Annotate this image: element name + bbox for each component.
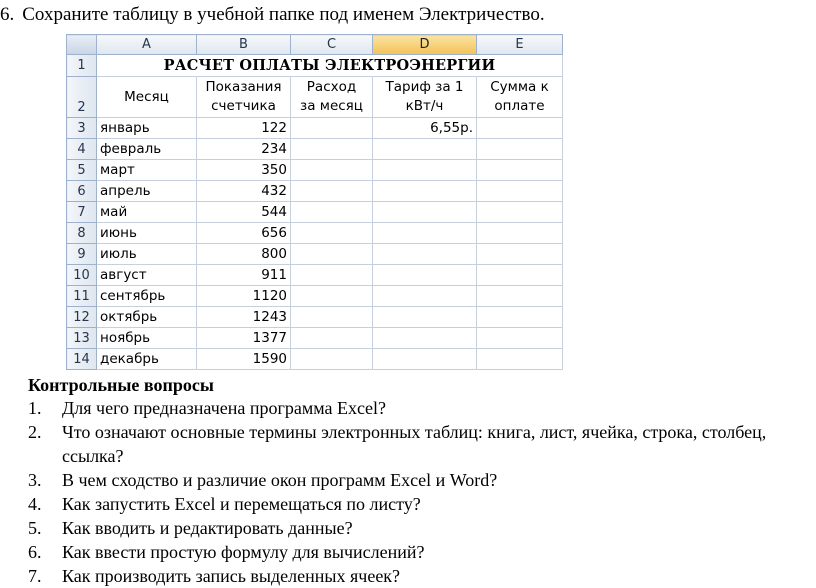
header-tariff-line2: кВт/ч [405, 98, 444, 114]
spreadsheet [66, 34, 562, 368]
sum-cell[interactable] [477, 244, 563, 265]
reading-cell[interactable]: 122 [197, 118, 291, 139]
tariff-cell[interactable] [373, 139, 477, 160]
spreadsheet-grid [66, 34, 563, 370]
month-cell[interactable]: декабрь [97, 349, 197, 370]
question-text: Для чего предназначена программа Excel? [62, 398, 386, 418]
question-number: 1. [28, 398, 42, 418]
month-cell[interactable]: февраль [97, 139, 197, 160]
table-row [67, 307, 563, 328]
header-sum-line1: Сумма к [490, 79, 549, 95]
header-tariff-line1: Тариф за 1 [385, 79, 464, 95]
month-cell[interactable]: август [97, 265, 197, 286]
column-header-row [67, 35, 563, 55]
question-text: Что означают основные термины электронных таблиц: книга, лист, ячейка, строка, столбец, ссылка? [62, 422, 767, 466]
sum-cell[interactable] [477, 349, 563, 370]
tariff-cell[interactable] [373, 307, 477, 328]
question-number: 7. [28, 566, 42, 586]
reading-cell[interactable]: 432 [197, 181, 291, 202]
usage-cell[interactable] [291, 349, 373, 370]
usage-cell[interactable] [291, 160, 373, 181]
tariff-cell[interactable] [373, 223, 477, 244]
row-header[interactable]: 12 [67, 307, 97, 328]
tariff-cell[interactable] [373, 181, 477, 202]
question-number: 6. [28, 542, 42, 562]
header-sum-cell[interactable] [477, 77, 563, 118]
sum-cell[interactable] [477, 223, 563, 244]
questions-title: Контрольные вопросы [28, 375, 214, 395]
table-title-cell[interactable]: РАСЧЕТ ОПЛАТЫ ЭЛЕКТРОЭНЕРГИИ [97, 55, 563, 77]
column-header-b[interactable]: B [197, 35, 291, 55]
sum-cell[interactable] [477, 286, 563, 307]
row-header[interactable]: 4 [67, 139, 97, 160]
list-item [0, 468, 800, 492]
list-item [0, 396, 800, 420]
sum-cell[interactable] [477, 160, 563, 181]
table-row [67, 328, 563, 349]
header-tariff-cell[interactable] [373, 77, 477, 118]
reading-cell[interactable]: 1120 [197, 286, 291, 307]
reading-cell[interactable]: 911 [197, 265, 291, 286]
list-item [0, 420, 800, 468]
column-header-a[interactable]: A [97, 35, 197, 55]
row-header[interactable]: 3 [67, 118, 97, 139]
sum-cell[interactable] [477, 181, 563, 202]
sum-cell[interactable] [477, 118, 563, 139]
table-row [67, 223, 563, 244]
table-row [67, 118, 563, 139]
tariff-cell[interactable]: 6,55р. [373, 118, 477, 139]
list-item [0, 516, 800, 540]
header-usage-cell[interactable] [291, 77, 373, 118]
question-text: Как вводить и редактировать данные? [62, 518, 353, 538]
question-text: Как ввести простую формулу для вычислений? [62, 542, 425, 562]
table-row [67, 55, 563, 77]
usage-cell[interactable] [291, 328, 373, 349]
header-sum-line2: оплате [494, 98, 545, 114]
month-cell[interactable]: январь [97, 118, 197, 139]
table-row [67, 77, 563, 118]
tariff-cell[interactable] [373, 244, 477, 265]
reading-cell[interactable]: 1243 [197, 307, 291, 328]
usage-cell[interactable] [291, 223, 373, 244]
table-row [67, 349, 563, 370]
reading-cell[interactable]: 1377 [197, 328, 291, 349]
question-number: 3. [28, 470, 42, 490]
header-reading-cell[interactable] [197, 77, 291, 118]
usage-cell[interactable] [291, 202, 373, 223]
list-item [0, 564, 800, 588]
reading-cell[interactable]: 656 [197, 223, 291, 244]
row-header[interactable]: 2 [67, 77, 97, 118]
question-text: Как запустить Excel и перемещаться по листу? [62, 494, 421, 514]
question-number: 2. [28, 422, 42, 442]
tariff-cell[interactable] [373, 328, 477, 349]
question-number: 5. [28, 518, 42, 538]
usage-cell[interactable] [291, 181, 373, 202]
question-number: 4. [28, 494, 42, 514]
row-header[interactable]: 13 [67, 328, 97, 349]
table-row [67, 286, 563, 307]
row-header[interactable]: 7 [67, 202, 97, 223]
reading-cell[interactable]: 1590 [197, 349, 291, 370]
month-cell[interactable]: март [97, 160, 197, 181]
row-header[interactable]: 5 [67, 160, 97, 181]
row-header[interactable]: 10 [67, 265, 97, 286]
header-reading-line1: Показания [205, 79, 282, 95]
sum-cell[interactable] [477, 328, 563, 349]
question-text: В чем сходство и различие окон программ Excel и Word? [62, 470, 498, 490]
row-header[interactable]: 9 [67, 244, 97, 265]
list-item [0, 540, 800, 564]
header-month-cell[interactable] [97, 77, 197, 118]
column-header-c[interactable]: C [291, 35, 373, 55]
month-cell[interactable]: май [97, 202, 197, 223]
usage-cell[interactable] [291, 139, 373, 160]
column-header-d[interactable]: D [373, 35, 477, 55]
reading-cell[interactable]: 800 [197, 244, 291, 265]
month-cell[interactable]: сентябрь [97, 286, 197, 307]
tariff-cell[interactable] [373, 202, 477, 223]
task-number: 6. [0, 4, 15, 25]
month-cell[interactable]: ноябрь [97, 328, 197, 349]
usage-cell[interactable] [291, 244, 373, 265]
sum-cell[interactable] [477, 202, 563, 223]
reading-cell[interactable]: 544 [197, 202, 291, 223]
month-cell[interactable]: июнь [97, 223, 197, 244]
row-header[interactable]: 8 [67, 223, 97, 244]
task-heading [0, 3, 545, 27]
row-header[interactable]: 14 [67, 349, 97, 370]
row-header[interactable]: 11 [67, 286, 97, 307]
table-row [67, 244, 563, 265]
usage-cell[interactable] [291, 286, 373, 307]
month-cell[interactable]: апрель [97, 181, 197, 202]
usage-cell[interactable] [291, 265, 373, 286]
questions-list [0, 396, 800, 588]
reading-cell[interactable]: 350 [197, 160, 291, 181]
table-row [67, 139, 563, 160]
header-usage-line2: за месяц [300, 98, 363, 114]
month-cell[interactable]: июль [97, 244, 197, 265]
header-usage-line1: Расход [306, 79, 357, 95]
table-row [67, 181, 563, 202]
header-month: Месяц [124, 88, 169, 105]
list-item [0, 492, 800, 516]
column-header-e[interactable]: E [477, 35, 563, 55]
usage-cell[interactable] [291, 307, 373, 328]
tariff-cell[interactable] [373, 160, 477, 181]
tariff-cell[interactable] [373, 265, 477, 286]
question-text: Как производить запись выделенных ячеек? [62, 566, 401, 586]
table-row [67, 265, 563, 286]
task-text: Сохраните таблицу в учебной папке под именем Электричество. [22, 4, 545, 25]
table-row [67, 202, 563, 223]
reading-cell[interactable]: 234 [197, 139, 291, 160]
select-all-corner[interactable] [67, 35, 97, 55]
month-cell[interactable]: октябрь [97, 307, 197, 328]
row-header[interactable]: 6 [67, 181, 97, 202]
sum-cell[interactable] [477, 139, 563, 160]
tariff-cell[interactable] [373, 286, 477, 307]
usage-cell[interactable] [291, 118, 373, 139]
header-reading-line2: счетчика [211, 98, 276, 114]
tariff-cell[interactable] [373, 349, 477, 370]
table-row [67, 160, 563, 181]
sum-cell[interactable] [477, 307, 563, 328]
row-header[interactable]: 1 [67, 55, 97, 77]
sum-cell[interactable] [477, 265, 563, 286]
